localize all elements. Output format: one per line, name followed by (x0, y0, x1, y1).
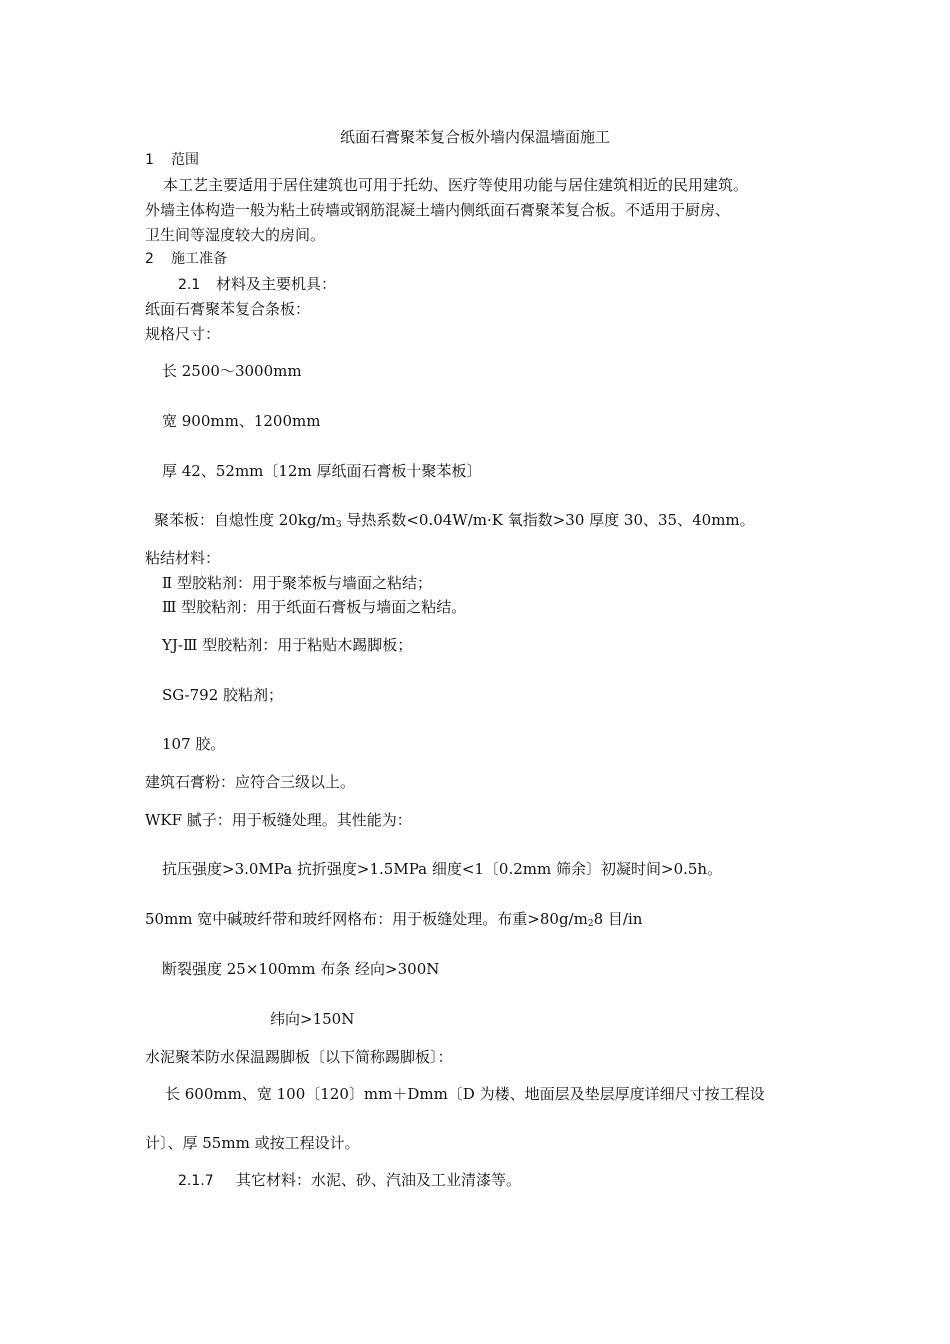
text-line: Ⅱ 型胶粘剂：用于聚苯板与墙面之粘结； (162, 574, 432, 592)
paragraph-line: 卫生间等湿度较大的房间。 (145, 226, 326, 244)
text-line: 纸面石膏聚苯复合条板： (145, 300, 311, 318)
text-line: Ⅲ 型胶粘剂：用于纸面石膏板与墙面之粘结。 (162, 598, 467, 616)
text-line: 抗压强度>3.0MPa 抗折强度>1.5MPa 细度<1〔0.2mm 筛余〕初凝时间>0.5h。 (162, 860, 723, 878)
section-1-heading (145, 149, 199, 170)
subscript: 3 (335, 520, 342, 530)
text-line: YJ-Ⅲ 型胶粘剂：用于粘贴木踢脚板； (162, 636, 413, 654)
paragraph-line: 本工艺主要适用于居住建筑也可用于托幼、医疗等使用功能与居住建筑相近的民用建筑。 (163, 176, 749, 194)
section-number: 1 (145, 152, 154, 168)
text-line: 计〕、厚 55mm 或按工程设计。 (145, 1134, 360, 1152)
document-title: 纸面石膏聚苯复合板外墙内保温墙面施工 (339, 128, 610, 146)
section-title: 施工准备 (171, 251, 227, 267)
text-line: 规格尺寸： (145, 325, 221, 343)
text-line: 水泥聚苯防水保温踢脚板〔以下简称踢脚板〕： (145, 1048, 453, 1066)
text-line: 建筑石膏粉：应符合三级以上。 (145, 773, 356, 791)
text-line: 纬向>150N (270, 1010, 355, 1028)
text-line: SG-792 胶粘剂； (162, 686, 284, 704)
section-number: 2 (145, 251, 154, 267)
paragraph-line: 外墙主体构造一般为粘土砖墙或钢筋混凝土墙内侧纸面石膏聚苯复合板。不适用于厨房、 (145, 201, 731, 219)
subsection-2-1-heading (178, 274, 336, 295)
text-segment: 50mm 宽中碱玻纤带和玻纤网格布：用于板缝处理。布重>80g/m (145, 910, 588, 928)
text-line: 长 2500～3000mm (162, 362, 302, 380)
subsection-number: 2.1.7 (178, 1173, 214, 1189)
text-line: 宽 900mm、1200mm (162, 412, 321, 430)
text-line: 107 胶。 (162, 735, 226, 753)
text-segment: 导热系数<0.04W/m·K 氧指数>30 厚度 30、35、40mm。 (341, 511, 755, 529)
text-segment: 8 目/in (593, 910, 643, 928)
subsection-title: 材料及主要机具： (216, 275, 337, 293)
subsection-2-1-7 (178, 1170, 521, 1191)
text-line (154, 510, 755, 535)
text-line: 长 600mm、宽 100〔120〕mm＋Dmm〔D 为楼、地面层及垫层厚度详细尺寸按工程设 (165, 1085, 765, 1103)
subscript: 2 (587, 919, 594, 929)
text-line: 断裂强度 25×100mm 布条 经向>300N (162, 960, 440, 978)
text-line: WKF 腻子：用于板缝处理。其性能为： (145, 811, 412, 829)
text-line (145, 909, 642, 934)
subsection-text: 其它材料：水泥、砂、汽油及工业清漆等。 (236, 1171, 522, 1189)
text-line: 粘结材料： (145, 549, 221, 567)
subsection-number: 2.1 (178, 277, 201, 293)
text-line: 厚 42、52mm〔12m 厚纸面石膏板十聚苯板〕 (162, 462, 482, 480)
text-segment: 聚苯板：自熄性度 20kg/m (154, 511, 336, 529)
section-title: 范围 (171, 152, 199, 168)
section-2-heading (145, 248, 227, 269)
